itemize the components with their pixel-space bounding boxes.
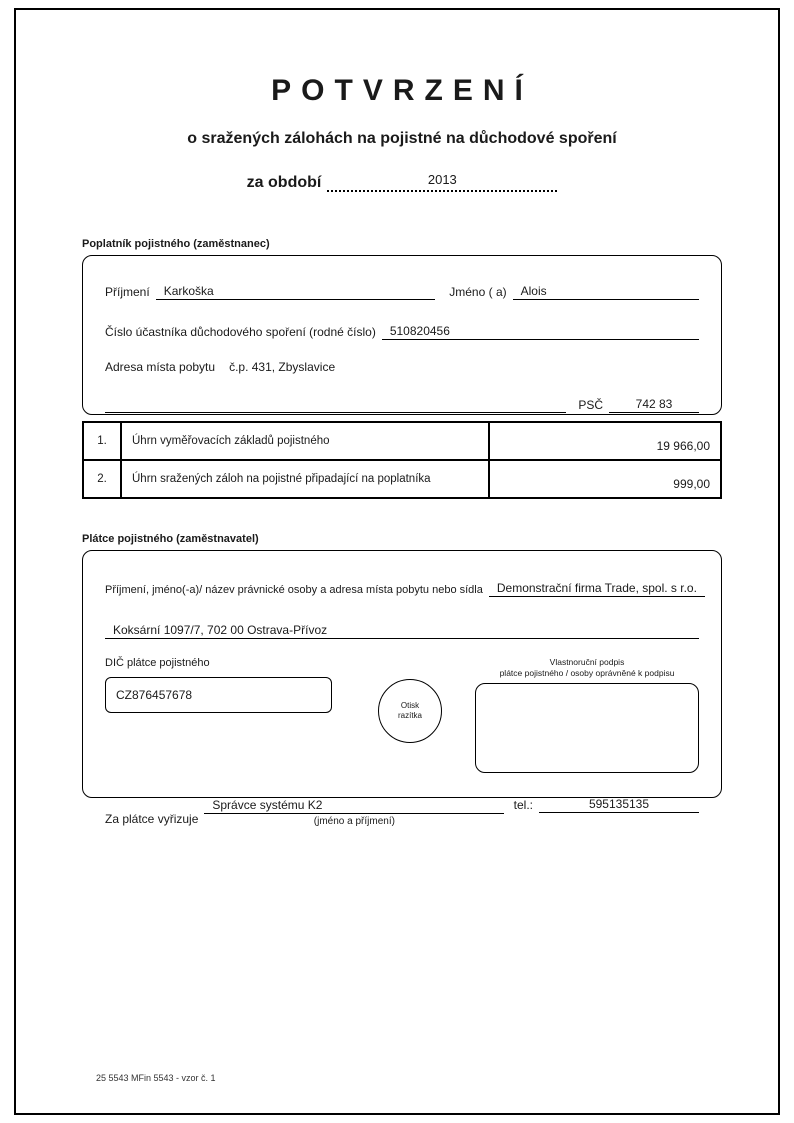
surname-field [156,284,436,300]
tel-value: 595135135 [588,797,650,812]
handler-value: Správce systému K2 [212,798,323,813]
employer-address-row [105,623,699,639]
firstname-field [513,284,699,300]
table-row-number: 2. [83,460,121,498]
employer-name-field [489,581,705,597]
surname-value: Karkoška [163,284,214,298]
table-row-label: Úhrn vyměřovacích základů pojistného [121,422,489,460]
handler-column [204,798,504,827]
table-row-value: 999,00 [489,460,721,498]
period-label: za období [246,174,322,191]
table-row-value: 19 966,00 [489,422,721,460]
employer-address-field [105,623,699,639]
participant-number-value: 510820456 [389,324,450,338]
period-value: 2013 [427,172,457,187]
psc-value: 742 83 [635,397,673,411]
signature-box [475,683,699,773]
employer-name-label: Příjmení, jméno(-a)/ název právnické osoby a adresa místa pobytu nebo sídla [105,584,483,596]
employer-box [82,550,722,828]
participant-number-label: Číslo účastníka důchodového spoření (rodné číslo) [105,325,376,339]
dic-column [105,657,345,713]
table-row-number: 1. [83,422,121,460]
address2-psc-row [105,397,699,413]
summary-table [82,421,722,499]
tel-label: tel.: [513,798,533,813]
stamp-column [345,657,475,743]
page-border-frame [14,8,780,1115]
dic-stamp-signature-row [105,657,699,773]
stamp-text-line1: Otisk [400,700,420,710]
period-dotted-line [327,172,557,192]
participant-number-row [105,324,699,340]
form-subtitle: o sražených zálohách na pojistné na důchodové spoření [187,130,617,147]
surname-label: Příjmení [105,285,150,299]
signature-label-line2: plátce pojistného / osoby oprávněné k podpisu [499,668,675,679]
employer-name-row [105,581,699,597]
handler-label: Za plátce vyřizuje [105,812,199,827]
signature-label-line1: Vlastnoruční podpis [549,657,625,667]
handler-field [204,798,504,814]
psc-label: PSČ [578,398,603,412]
address-label: Adresa místa pobytu [105,360,216,374]
signature-column [475,657,699,773]
address-row [105,360,699,375]
address-field [221,360,699,375]
dic-field [105,677,332,713]
employer-address-value: Koksární 1097/7, 702 00 Ostrava-Přívoz [113,623,328,637]
form-title: POTVRZENÍ [271,74,533,107]
firstname-value: Alois [520,284,547,298]
participant-number-field [382,324,699,340]
dic-label: DIČ plátce pojistného [105,657,210,669]
signature-label [500,657,675,679]
employer-name-value: Demonstrační firma Trade, spol. s r.o. [496,581,697,595]
insured-section-heading: Poplatník pojistného (zaměstnanec) [82,238,270,250]
address-value: č.p. 431, Zbyslavice [229,360,336,374]
dic-value: CZ876457678 [116,688,193,702]
tel-field [539,797,699,813]
period-row [82,172,722,192]
handler-sub-label: (jméno a příjmení) [313,816,395,828]
handler-row [105,797,699,827]
address2-field [105,397,566,413]
employer-section-heading: Plátce pojistného (zaměstnavatel) [82,533,259,545]
stamp-text-line2: razítka [397,711,422,720]
psc-field [609,397,699,413]
insured-box [82,255,722,415]
table-row-label: Úhrn sražených záloh na pojistné připadající na poplatníka [121,460,489,498]
stamp-circle [378,679,442,743]
form-footer-code: 25 5543 MFin 5543 - vzor č. 1 [96,1073,216,1083]
name-row [105,284,699,300]
firstname-label: Jméno ( a) [449,285,507,299]
